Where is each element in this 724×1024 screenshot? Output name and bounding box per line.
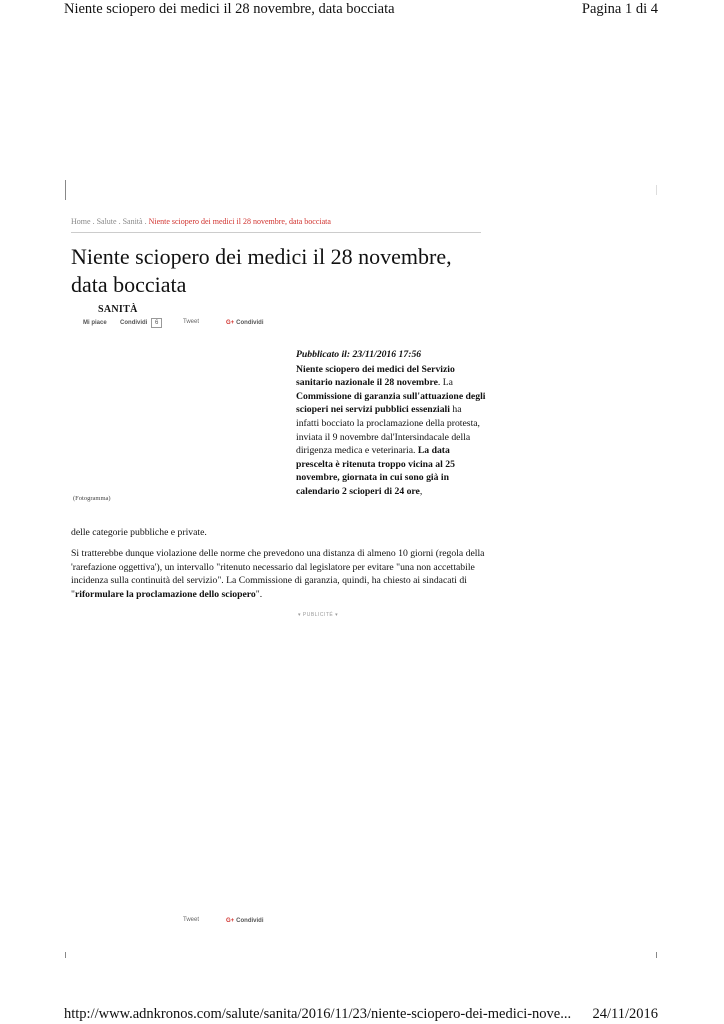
arrow-down-icon: ▾ (298, 612, 302, 618)
date-bold: La data prescelta è ritenuta troppo vicina al 25 novembre, giornata in cui sono già in calendario 2 scioperi di 24 ore (296, 445, 455, 497)
gplus-share-button[interactable] (226, 320, 264, 326)
publication-date: Pubblicato il: 23/11/2016 17:56 (296, 349, 422, 360)
text-run: Si tratterebbe dunque violazione delle norme che prevedono una distanza di almeno 10 giorni (regola della 'rarefazione oggettiva'), un intervallo "ritenuto necessario dal legislatore per evitare "una non accettabile incidenza sulla continuità del servizio". La Commissione di garanzia, quindi, ha chiesto ai sindacati di " (71, 548, 485, 600)
arrow-down-icon: ▾ (335, 612, 339, 618)
breadcrumb (71, 217, 331, 226)
crop-mark-bottom-right (656, 952, 657, 958)
breadcrumb-current-link[interactable]: Niente sciopero dei medici il 28 novembre, data bocciata (148, 217, 331, 226)
article-paragraph-2 (71, 547, 491, 601)
social-bar-top (83, 318, 162, 328)
facebook-share-button[interactable]: Condividi (120, 320, 148, 326)
article-paragraph-1-continuation: delle categorie pubbliche e private. (71, 527, 207, 538)
gplus-share-label: Condividi (236, 918, 264, 924)
image-caption: (Fotogramma) (73, 495, 111, 502)
print-footer-date: 24/11/2016 (592, 1006, 658, 1022)
crop-mark-bottom-left (65, 952, 66, 958)
lead-bold: Niente sciopero dei medici del Servizio sanitario nazionale il 28 novembre (296, 363, 455, 389)
crop-mark-top-right (656, 185, 657, 195)
print-footer-url: http://www.adnkronos.com/salute/sanita/2016/11/23/niente-sciopero-dei-medici-nove... (64, 1006, 572, 1022)
advertisement-label (298, 612, 338, 618)
commission-bold: Commissione di garanzia sull'attuazione degli scioperi nei servizi pubblici essenziali (296, 390, 486, 416)
tweet-button[interactable]: Tweet (183, 319, 200, 325)
breadcrumb-separator: . (142, 217, 149, 226)
section-label: SANITÀ (98, 304, 138, 315)
gplus-icon: G+ (226, 320, 235, 326)
gplus-share-label: Condividi (236, 320, 264, 326)
facebook-like-button[interactable]: Mi piace (83, 320, 107, 326)
breadcrumb-sanita-link[interactable]: Sanità (122, 217, 143, 226)
breadcrumb-home-link[interactable]: Home (71, 217, 91, 226)
article-headline: Niente sciopero dei medici il 28 novembre, data bocciata (71, 244, 452, 297)
gplus-icon: G+ (226, 918, 235, 924)
text-run: . La (437, 377, 453, 389)
share-count-badge: 6 (151, 318, 162, 328)
breadcrumb-separator: . (90, 217, 97, 226)
article-paragraph-1 (296, 363, 486, 499)
reformulate-bold: riformulare la proclamazione dello sciopero (74, 588, 256, 600)
text-run: , (419, 485, 423, 497)
print-header-title: Niente sciopero dei medici il 28 novembre, data bocciata (64, 1, 395, 17)
article-body-column (296, 348, 486, 499)
breadcrumb-salute-link[interactable]: Salute (96, 217, 117, 226)
text-run: ". (255, 588, 263, 600)
gplus-share-button-bottom[interactable] (226, 918, 264, 924)
ad-label-text: PUBLICITÉ (302, 612, 334, 618)
crop-mark-top-left (65, 180, 66, 200)
breadcrumb-separator: . (116, 217, 123, 226)
breadcrumb-divider (71, 232, 481, 233)
text-run: ha infatti bocciato la proclamazione della protesta, inviata il 9 novembre dal'Intersindacale della dirigenza medica e veterinaria. (296, 404, 480, 457)
print-header-page-number: Pagina 1 di 4 (581, 1, 658, 17)
tweet-button-bottom[interactable]: Tweet (183, 917, 200, 923)
